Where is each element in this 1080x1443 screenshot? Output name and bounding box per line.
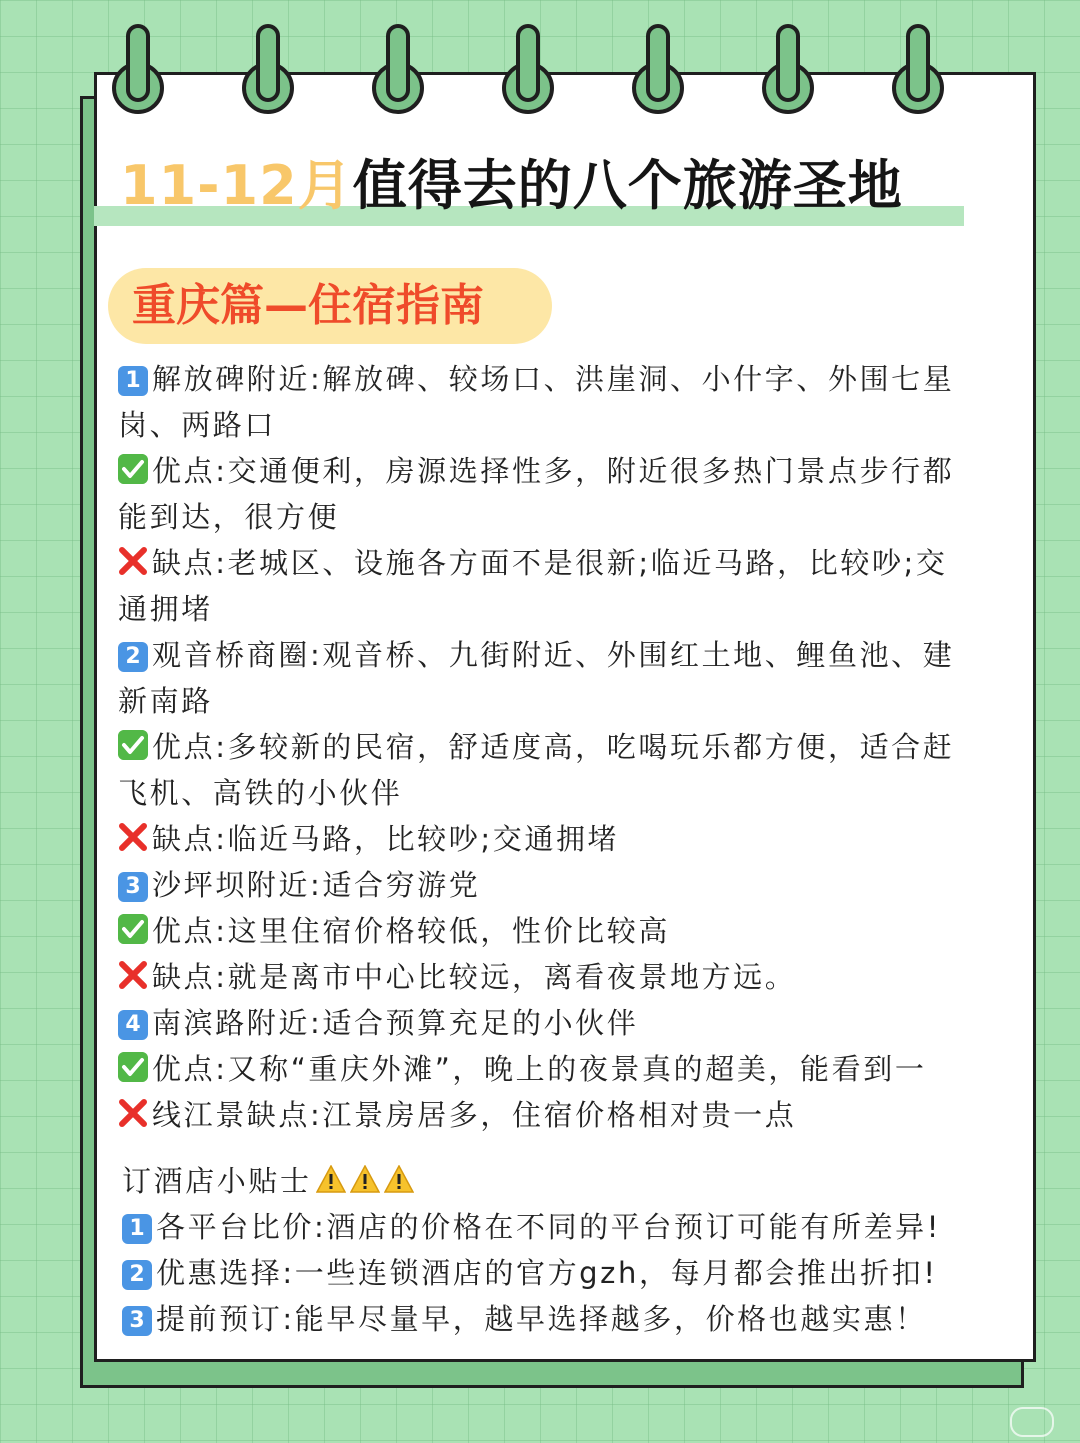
line-text: 优点:又称“重庆外滩”，晚上的夜景真的超美，能看到一 xyxy=(152,1052,927,1086)
line-text: 能到达，很方便 xyxy=(118,500,340,534)
number-badge-icon: 2 xyxy=(122,1260,152,1290)
ring-icon xyxy=(372,24,424,116)
text-line xyxy=(118,954,998,1000)
cross-icon xyxy=(118,960,148,990)
text-line xyxy=(118,540,998,586)
ring-icon xyxy=(892,24,944,116)
number-badge-icon: 3 xyxy=(118,872,148,902)
line-text: 线江景缺点:江景房居多，住宿价格相对贵一点 xyxy=(152,1098,797,1132)
line-text: 通拥堵 xyxy=(118,592,213,626)
line-text: 提前预订:能早尽量早，越早选择越多，价格也越实惠！ xyxy=(156,1302,927,1336)
line-text: 优点:多较新的民宿，舒适度高，吃喝玩乐都方便，适合赶 xyxy=(152,730,955,764)
ring-icon xyxy=(502,24,554,116)
line-text: 优点:交通便利，房源选择性多，附近很多热门景点步行都 xyxy=(152,454,955,488)
line-text: 各平台比价:酒店的价格在不同的平台预订可能有所差异! xyxy=(156,1210,941,1244)
line-text: 飞机、高铁的小伙伴 xyxy=(118,776,403,810)
tips-heading xyxy=(122,1158,1002,1204)
text-line xyxy=(118,862,998,908)
warning-icon xyxy=(350,1165,380,1193)
ring-icon xyxy=(632,24,684,116)
warning-icon xyxy=(384,1165,414,1193)
tips-list xyxy=(122,1204,1002,1342)
ring-icon xyxy=(762,24,814,116)
tips-section xyxy=(122,1158,1002,1342)
line-text: 优点:这里住宿价格较低，性价比较高 xyxy=(152,914,670,948)
text-line xyxy=(122,1296,1002,1342)
number-badge-icon: 1 xyxy=(122,1214,152,1244)
text-line xyxy=(122,1204,1002,1250)
check-icon xyxy=(118,730,148,760)
text-line xyxy=(118,816,998,862)
line-text: 缺点:就是离市中心比较远，离看夜景地方远。 xyxy=(152,960,797,994)
text-line xyxy=(118,1092,998,1138)
check-icon xyxy=(118,454,148,484)
text-line xyxy=(118,402,998,448)
text-line xyxy=(118,494,998,540)
line-text: 缺点:老城区、设施各方面不是很新;临近马路，比较吵;交 xyxy=(152,546,948,580)
text-line xyxy=(118,1000,998,1046)
warning-icon xyxy=(316,1165,346,1193)
check-icon xyxy=(118,914,148,944)
page-title xyxy=(120,150,1000,222)
text-line xyxy=(118,1046,998,1092)
line-text: 缺点:临近马路，比较吵;交通拥堵 xyxy=(152,822,620,856)
line-text: 观音桥商圈:观音桥、九街附近、外围红土地、鲤鱼池、建 xyxy=(152,638,955,672)
title-main: 值得去的八个旅游圣地 xyxy=(352,154,903,217)
cross-icon xyxy=(118,546,148,576)
ring-icon xyxy=(242,24,294,116)
text-line xyxy=(118,678,998,724)
number-badge-icon: 2 xyxy=(118,642,148,672)
number-badge-icon: 1 xyxy=(118,366,148,396)
line-text: 优惠选择:一些连锁酒店的官方gzh，每月都会推出折扣! xyxy=(156,1256,938,1290)
line-text: 解放碑附近:解放碑、较场口、洪崖洞、小什字、外围七星 xyxy=(152,362,955,396)
line-text: 沙坪坝附近:适合穷游党 xyxy=(152,868,481,902)
text-line xyxy=(118,356,998,402)
guide-content xyxy=(118,356,998,1138)
tips-heading-text: 订酒店小贴士 xyxy=(122,1164,312,1198)
text-line xyxy=(118,724,998,770)
line-text: 南滨路附近:适合预算充足的小伙伴 xyxy=(152,1006,639,1040)
text-line xyxy=(118,448,998,494)
number-badge-icon: 4 xyxy=(118,1010,148,1040)
title-accent: 11-12月 xyxy=(120,154,353,217)
text-line xyxy=(118,632,998,678)
text-line xyxy=(122,1250,1002,1296)
text-line xyxy=(118,586,998,632)
cross-icon xyxy=(118,1098,148,1128)
watermark xyxy=(1010,1407,1054,1437)
cross-icon xyxy=(118,822,148,852)
line-text: 岗、两路口 xyxy=(118,408,277,442)
line-text: 新南路 xyxy=(118,684,213,718)
subtitle: 重庆篇—住宿指南 xyxy=(132,280,484,331)
text-line xyxy=(118,770,998,816)
check-icon xyxy=(118,1052,148,1082)
text-line xyxy=(118,908,998,954)
subtitle-pill xyxy=(108,268,552,344)
ring-icon xyxy=(112,24,164,116)
number-badge-icon: 3 xyxy=(122,1306,152,1336)
